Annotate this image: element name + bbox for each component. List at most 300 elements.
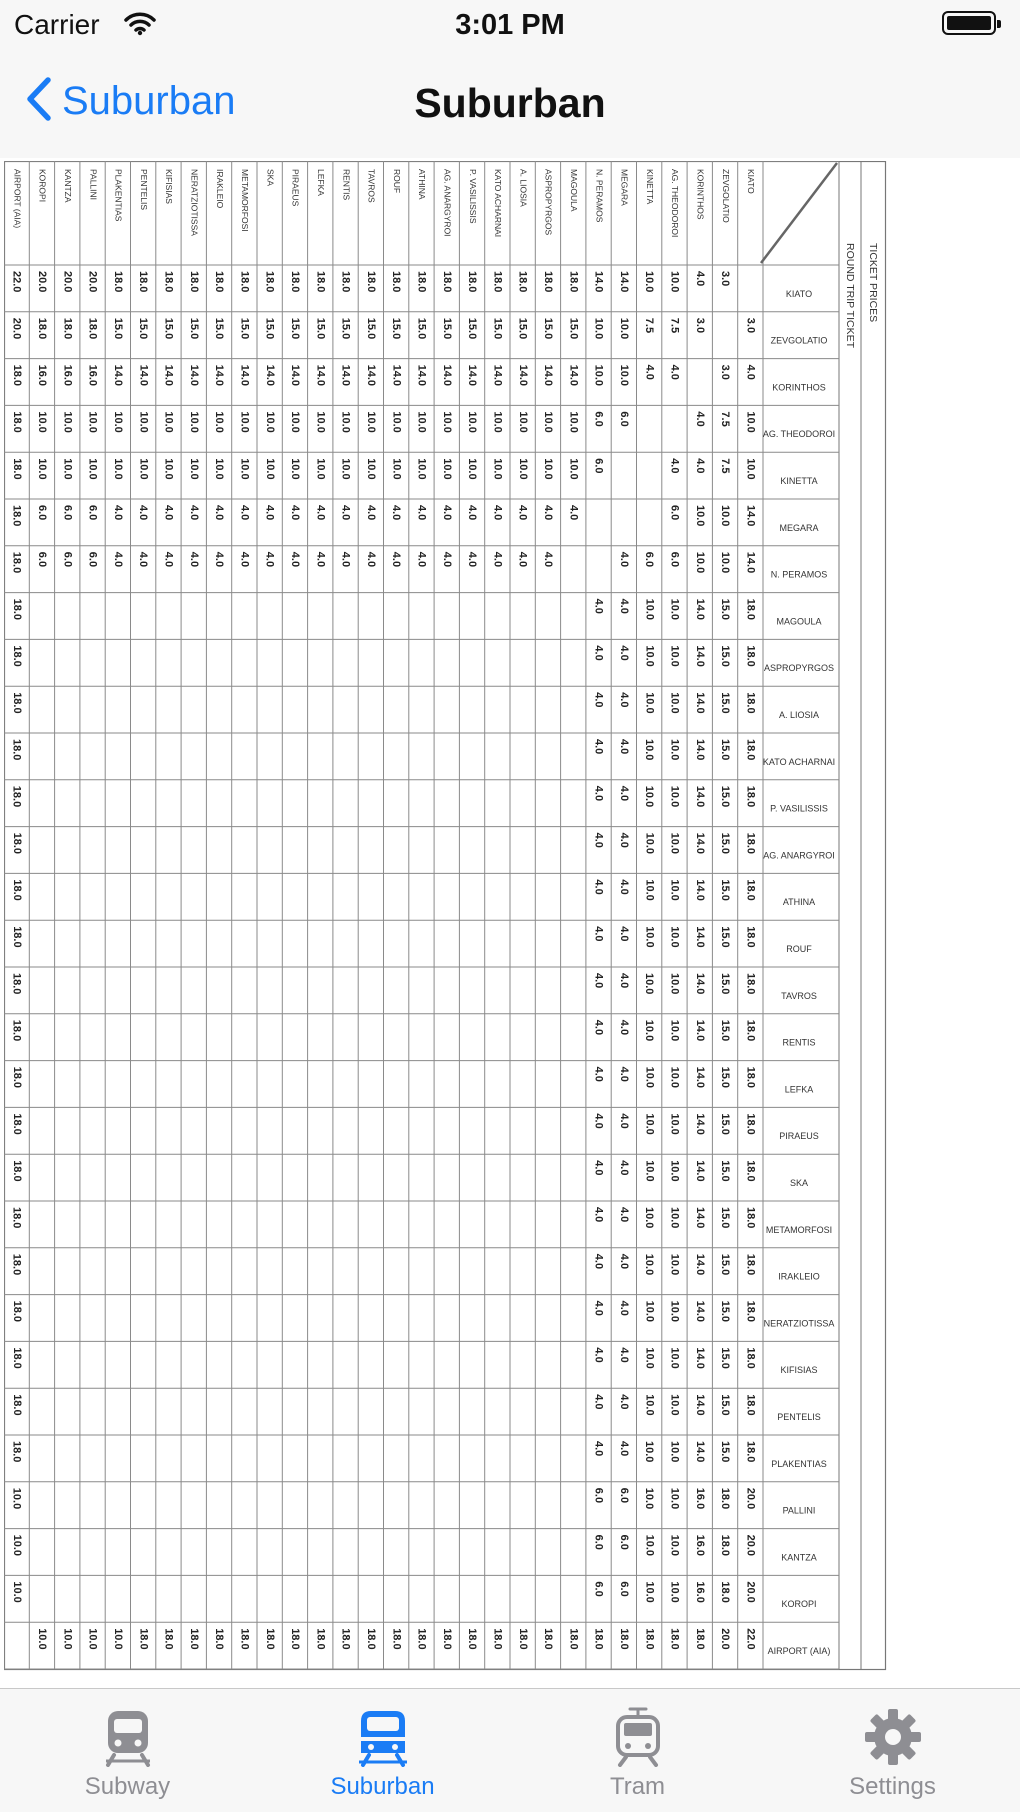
row-label-26: PALLINI [782, 1505, 816, 1516]
price-cell: 10.0 [86, 458, 99, 480]
price-cell: 6.0 [592, 1487, 605, 1504]
price-cell: 10.0 [137, 458, 150, 480]
price-cell: 18.0 [10, 926, 23, 948]
price-cell: 10.0 [390, 458, 403, 480]
price-cell: 18.0 [187, 271, 200, 293]
price-cell: 6.0 [592, 458, 605, 474]
price-cell: 10.0 [668, 1394, 681, 1416]
price-cell: 14.0 [693, 879, 706, 901]
price-cell: 20.0 [744, 1534, 757, 1557]
price-cell: 18.0 [744, 879, 757, 901]
price-cell: 10.0 [693, 551, 706, 574]
price-cell: 4.0 [314, 551, 327, 568]
column-header-4: KINETTA [644, 169, 655, 205]
price-cell: 15.0 [542, 317, 555, 340]
row-label-11: P. VASILISSIS [770, 803, 828, 814]
price-cell: 4.0 [542, 551, 555, 568]
price-cell: 14.0 [693, 1253, 706, 1276]
price-cell: 14.0 [744, 505, 757, 527]
price-cell: 18.0 [10, 411, 23, 433]
price-cell: 18.0 [491, 271, 504, 293]
price-cell: 18.0 [719, 1487, 732, 1510]
price-cell: 18.0 [744, 1066, 757, 1089]
row-label-10: KATO ACHARNAI [762, 756, 836, 767]
price-cell: 4.0 [617, 973, 630, 989]
price-cell: 15.0 [719, 1300, 732, 1323]
price-cell: 18.0 [491, 1628, 504, 1650]
price-cell: 15.0 [516, 317, 529, 340]
price-cell: 10.0 [491, 411, 504, 433]
price-cell: 4.0 [592, 926, 605, 942]
price-cell: 10.0 [289, 411, 302, 433]
tab-tram-label: Tram [609, 1773, 666, 1800]
price-cell: 14.0 [415, 364, 428, 387]
row-label-12: AG. ANARGYROI [763, 850, 835, 861]
price-cell: 6.0 [668, 551, 681, 568]
column-header-21: IRAKLEIO [214, 169, 225, 209]
price-cell: 10.0 [61, 411, 74, 433]
price-cell: 18.0 [744, 785, 757, 808]
column-header-16: RENTIS [341, 169, 352, 201]
price-cell: 14.0 [693, 1394, 706, 1416]
tab-suburban[interactable] [255, 1689, 510, 1812]
price-cell: 14.0 [516, 364, 529, 387]
price-cell: 15.0 [289, 317, 302, 340]
price-cell: 18.0 [719, 1581, 732, 1603]
price-cell: 10.0 [213, 411, 226, 433]
price-cell: 4.0 [440, 551, 453, 568]
price-cell: 10.0 [668, 1019, 681, 1042]
price-cell: 4.0 [592, 1394, 605, 1410]
navigation-bar [0, 50, 1020, 159]
price-cell: 18.0 [10, 1019, 23, 1042]
price-cell: 10.0 [466, 411, 479, 433]
price-cell: 18.0 [111, 271, 124, 293]
price-cell: 18.0 [744, 1019, 757, 1042]
price-cell: 10.0 [643, 1207, 656, 1229]
price-cell: 10.0 [668, 1534, 681, 1557]
price-cell: 4.0 [617, 926, 630, 942]
price-cell: 10.0 [263, 458, 276, 480]
price-cell: 4.0 [592, 692, 605, 708]
price-cell: 10.0 [643, 832, 656, 855]
price-cell: 15.0 [719, 1441, 732, 1463]
price-cell: 4.0 [111, 505, 124, 521]
price-cell: 10.0 [643, 598, 656, 621]
row-label-15: TAVROS [781, 990, 817, 1001]
price-cell: 6.0 [86, 505, 99, 521]
price-cell: 18.0 [137, 271, 150, 293]
round-trip-header: ROUND TRIP TICKET [844, 243, 857, 349]
price-cell: 18.0 [213, 1628, 226, 1650]
price-cell: 15.0 [719, 1253, 732, 1276]
tram-icon [608, 1707, 668, 1767]
price-cell: 10.0 [719, 505, 732, 527]
price-cell: 18.0 [10, 598, 23, 621]
column-header-14: ROUF [391, 169, 402, 194]
price-cell: 18.0 [744, 973, 757, 995]
price-cell: 10.0 [137, 411, 150, 433]
price-cell: 14.0 [542, 364, 555, 387]
row-label-28: KOROPI [781, 1599, 817, 1610]
price-cell: 10.0 [86, 1628, 99, 1650]
price-cell: 10.0 [440, 411, 453, 433]
row-label-25: PLAKENTIAS [771, 1458, 827, 1469]
price-cell: 4.0 [592, 1207, 605, 1223]
column-header-19: SKA [265, 169, 276, 187]
price-cell: 15.0 [719, 645, 732, 667]
price-cell: 10.0 [693, 505, 706, 527]
price-cell: 14.0 [491, 364, 504, 387]
tab-tram[interactable] [510, 1689, 765, 1812]
price-cell: 14.0 [187, 364, 200, 387]
price-cell: 10.0 [643, 739, 656, 761]
price-cell: 4.0 [213, 551, 226, 568]
row-label-16: RENTIS [782, 1037, 816, 1048]
price-cell: 3.0 [693, 317, 706, 334]
price-cell: 4.0 [137, 551, 150, 568]
price-cell: 18.0 [516, 271, 529, 293]
price-cell: 18.0 [238, 271, 251, 293]
price-cell: 4.0 [592, 1253, 605, 1270]
price-cell: 10.0 [668, 739, 681, 761]
row-label-23: KIFISIAS [780, 1365, 818, 1376]
price-cell: 10.0 [617, 364, 630, 387]
price-cell: 10.0 [364, 411, 377, 433]
price-cell: 18.0 [364, 271, 377, 293]
price-cell: 18.0 [668, 1628, 681, 1650]
price-cell: 10.0 [643, 1253, 656, 1276]
price-cell: 4.0 [364, 551, 377, 568]
row-label-0: KIATO [785, 288, 813, 299]
price-cell: 18.0 [10, 879, 23, 901]
price-cell: 4.0 [592, 973, 605, 989]
price-cell: 10.0 [10, 1581, 23, 1603]
price-cell: 18.0 [744, 832, 757, 855]
row-label-3: AG. THEODOROI [762, 429, 836, 440]
price-cell: 14.0 [364, 364, 377, 387]
price-cell: 4.0 [592, 1160, 605, 1176]
price-cell: 14.0 [111, 364, 124, 387]
price-cell: 15.0 [364, 317, 377, 340]
price-cell: 4.0 [592, 1113, 605, 1129]
price-cell: 4.0 [617, 1113, 630, 1129]
price-cell: 10.0 [643, 785, 656, 808]
price-cell: 14.0 [466, 364, 479, 387]
price-cell: 16.0 [86, 364, 99, 387]
price-cell: 18.0 [36, 317, 49, 340]
price-cell: 10.0 [162, 458, 175, 480]
price-cell: 3.0 [744, 317, 757, 334]
price-cell: 14.0 [314, 364, 327, 387]
price-cell: 10.0 [516, 411, 529, 433]
price-cell: 7.5 [719, 458, 732, 474]
price-cell: 14.0 [693, 739, 706, 761]
price-cell: 18.0 [137, 1628, 150, 1650]
price-cell: 10.0 [289, 458, 302, 480]
price-cell: 18.0 [466, 1628, 479, 1650]
gear-icon [863, 1707, 923, 1767]
column-header-8: ASPROPYRGOS [543, 169, 554, 236]
price-cell: 20.0 [744, 1487, 757, 1510]
price-cell: 15.0 [719, 1019, 732, 1042]
price-cell: 4.0 [263, 551, 276, 568]
price-cell: 15.0 [719, 785, 732, 808]
price-cell: 15.0 [111, 317, 124, 340]
row-label-9: A. LIOSIA [778, 710, 820, 721]
price-cell: 4.0 [339, 505, 352, 521]
price-cell: 4.0 [617, 739, 630, 755]
price-cell: 6.0 [592, 1534, 605, 1550]
column-header-28: KOROPI [37, 169, 48, 203]
price-cell: 20.0 [61, 271, 74, 293]
price-cell: 18.0 [542, 271, 555, 293]
price-cell: 18.0 [10, 505, 23, 527]
price-cell: 6.0 [86, 551, 99, 568]
price-cell: 14.0 [390, 364, 403, 387]
back-button-label: Suburban [62, 78, 236, 123]
price-cell: 10.0 [36, 1628, 49, 1650]
price-cell: 10.0 [61, 1628, 74, 1650]
price-cell: 10.0 [314, 458, 327, 480]
price-cell: 15.0 [339, 317, 352, 340]
price-cell: 4.0 [592, 785, 605, 802]
fare-table [4, 161, 1014, 1685]
price-cell: 4.0 [617, 645, 630, 661]
price-cell: 14.0 [567, 364, 580, 387]
price-cell: 15.0 [491, 317, 504, 340]
price-cell: 10.0 [567, 458, 580, 480]
price-cell: 18.0 [339, 1628, 352, 1650]
price-cell: 4.0 [187, 551, 200, 568]
price-cell: 18.0 [617, 1628, 630, 1650]
row-label-22: NERATZIOTISSA [763, 1318, 835, 1329]
column-header-6: N. PERAMOS [594, 169, 605, 223]
price-cell: 4.0 [592, 1066, 605, 1082]
fare-table-view[interactable] [0, 158, 1020, 1688]
column-header-10: KATO ACHARNAI [493, 169, 504, 238]
price-cell: 18.0 [744, 1347, 757, 1369]
price-cell: 4.0 [617, 1253, 630, 1270]
price-cell: 14.0 [617, 271, 630, 293]
tab-subway[interactable] [0, 1689, 255, 1812]
price-cell: 18.0 [238, 1628, 251, 1650]
price-cell: 18.0 [440, 271, 453, 293]
price-cell: 10.0 [668, 1300, 681, 1323]
price-cell: 4.0 [643, 364, 656, 380]
price-cell: 4.0 [466, 551, 479, 568]
price-cell: 18.0 [744, 1160, 757, 1182]
price-cell: 10.0 [111, 411, 124, 433]
column-header-12: AG. ANARGYROI [442, 169, 453, 237]
price-cell: 18.0 [693, 1628, 706, 1650]
price-cell: 14.0 [162, 364, 175, 387]
price-cell: 4.0 [617, 1347, 630, 1363]
row-label-20: METAMORFOSI [765, 1224, 833, 1235]
price-cell: 18.0 [10, 785, 23, 808]
price-cell: 4.0 [592, 598, 605, 614]
price-cell: 14.0 [693, 1441, 706, 1463]
price-cell: 15.0 [719, 1066, 732, 1089]
price-cell: 16.0 [36, 364, 49, 387]
price-cell: 20.0 [719, 1628, 732, 1650]
price-cell: 22.0 [744, 1628, 757, 1650]
price-cell: 10.0 [213, 458, 226, 480]
price-cell: 18.0 [187, 1628, 200, 1650]
price-cell: 10.0 [668, 1160, 681, 1182]
column-header-26: PALLINI [88, 169, 99, 201]
price-cell: 15.0 [719, 1347, 732, 1369]
price-cell: 10.0 [668, 1113, 681, 1135]
price-cell: 10.0 [668, 1207, 681, 1229]
price-cell: 18.0 [10, 1160, 23, 1182]
price-cell: 4.0 [592, 1347, 605, 1363]
price-cell: 7.5 [643, 317, 656, 334]
tab-settings[interactable] [765, 1689, 1020, 1812]
price-cell: 18.0 [10, 1207, 23, 1229]
price-cell: 10.0 [668, 926, 681, 948]
price-cell: 6.0 [617, 1487, 630, 1504]
price-cell: 10.0 [643, 271, 656, 293]
price-cell: 10.0 [668, 1066, 681, 1089]
price-cell: 15.0 [567, 317, 580, 340]
price-cell: 6.0 [617, 411, 630, 427]
price-cell: 10.0 [36, 411, 49, 433]
price-cell: 18.0 [744, 598, 757, 621]
price-cell: 4.0 [617, 1394, 630, 1410]
price-cell: 4.0 [238, 505, 251, 521]
price-cell: 18.0 [744, 926, 757, 948]
price-cell: 6.0 [617, 1534, 630, 1550]
price-cell: 10.0 [668, 1253, 681, 1276]
price-cell: 16.0 [693, 1487, 706, 1510]
price-cell: 10.0 [643, 1019, 656, 1042]
price-cell: 15.0 [719, 1113, 732, 1135]
price-cell: 6.0 [617, 1581, 630, 1597]
row-label-24: PENTELIS [777, 1412, 821, 1423]
price-cell: 10.0 [643, 1160, 656, 1182]
price-cell: 10.0 [314, 411, 327, 433]
price-cell: 18.0 [744, 1300, 757, 1323]
price-cell: 4.0 [617, 879, 630, 895]
price-cell: 10.0 [744, 411, 757, 433]
price-cell: 4.0 [415, 505, 428, 521]
tab-bar [0, 1688, 1020, 1812]
price-cell: 15.0 [137, 317, 150, 340]
price-cell: 6.0 [592, 1581, 605, 1597]
price-cell: 18.0 [10, 1441, 23, 1463]
price-cell: 4.0 [592, 1019, 605, 1036]
price-cell: 15.0 [390, 317, 403, 340]
price-cell: 4.0 [542, 505, 555, 521]
price-cell: 18.0 [744, 1207, 757, 1229]
price-cell: 4.0 [415, 551, 428, 568]
row-label-5: MEGARA [779, 522, 819, 533]
price-cell: 10.0 [643, 1487, 656, 1510]
price-cell: 10.0 [643, 1581, 656, 1603]
price-cell: 4.0 [592, 1300, 605, 1316]
price-cell: 18.0 [643, 1628, 656, 1650]
price-cell: 10.0 [668, 271, 681, 293]
price-cell: 18.0 [10, 1113, 23, 1135]
price-cell: 18.0 [10, 973, 23, 995]
price-cell: 10.0 [668, 879, 681, 901]
price-cell: 10.0 [643, 973, 656, 995]
price-cell: 18.0 [289, 271, 302, 293]
price-cell: 10.0 [668, 832, 681, 855]
price-cell: 15.0 [440, 317, 453, 340]
subway-train-icon [98, 1707, 158, 1767]
row-label-2: KORINTHOS [772, 382, 826, 393]
price-cell: 14.0 [289, 364, 302, 387]
price-cell: 4.0 [617, 1207, 630, 1223]
price-cell: 10.0 [491, 458, 504, 480]
price-cell: 16.0 [693, 1581, 706, 1603]
price-cell: 4.0 [592, 879, 605, 895]
price-cell: 18.0 [263, 271, 276, 293]
column-header-17: LEFKA [316, 169, 326, 196]
price-cell: 18.0 [10, 458, 23, 480]
row-label-29: AIRPORT (AIA) [767, 1646, 831, 1657]
price-cell: 6.0 [36, 505, 49, 521]
price-cell: 4.0 [693, 458, 706, 474]
price-cell: 18.0 [213, 271, 226, 293]
price-cell: 10.0 [643, 1347, 656, 1369]
price-cell: 4.0 [390, 551, 403, 568]
price-cell: 14.0 [693, 1160, 706, 1182]
price-cell: 6.0 [668, 505, 681, 521]
price-cell: 6.0 [61, 505, 74, 521]
price-cell: 10.0 [643, 1066, 656, 1089]
row-label-19: SKA [789, 1178, 809, 1189]
price-cell: 4.0 [617, 1160, 630, 1176]
price-cell: 10.0 [187, 458, 200, 480]
price-cell: 4.0 [289, 551, 302, 568]
price-cell: 10.0 [668, 598, 681, 621]
price-cell: 6.0 [36, 551, 49, 568]
price-cell: 14.0 [693, 1300, 706, 1323]
price-cell: 18.0 [567, 271, 580, 293]
price-cell: 18.0 [10, 1300, 23, 1323]
price-cell: 18.0 [364, 1628, 377, 1650]
column-header-11: P. VASILISSIS [467, 169, 478, 224]
price-cell: 10.0 [617, 317, 630, 340]
price-cell: 16.0 [693, 1534, 706, 1557]
column-header-9: A. LIOSIA [518, 169, 529, 207]
price-cell: 18.0 [390, 1628, 403, 1650]
price-cell: 18.0 [415, 271, 428, 293]
price-cell: 15.0 [162, 317, 175, 340]
price-cell: 18.0 [10, 692, 23, 714]
price-cell: 14.0 [592, 271, 605, 293]
price-cell: 15.0 [415, 317, 428, 340]
column-header-29: AIRPORT (AIA) [12, 169, 23, 229]
price-cell: 4.0 [289, 505, 302, 521]
price-cell: 14.0 [238, 364, 251, 387]
price-cell: 4.0 [491, 505, 504, 521]
price-cell: 14.0 [693, 692, 706, 714]
price-cell: 15.0 [719, 879, 732, 901]
price-cell: 10.0 [643, 692, 656, 714]
price-cell: 10.0 [567, 411, 580, 433]
price-cell: 4.0 [491, 551, 504, 568]
price-cell: 18.0 [10, 364, 23, 387]
price-cell: 18.0 [10, 645, 23, 667]
price-cell: 10.0 [10, 1534, 23, 1557]
price-cell: 15.0 [213, 317, 226, 340]
price-cell: 7.5 [719, 411, 732, 427]
price-cell: 18.0 [61, 317, 74, 340]
